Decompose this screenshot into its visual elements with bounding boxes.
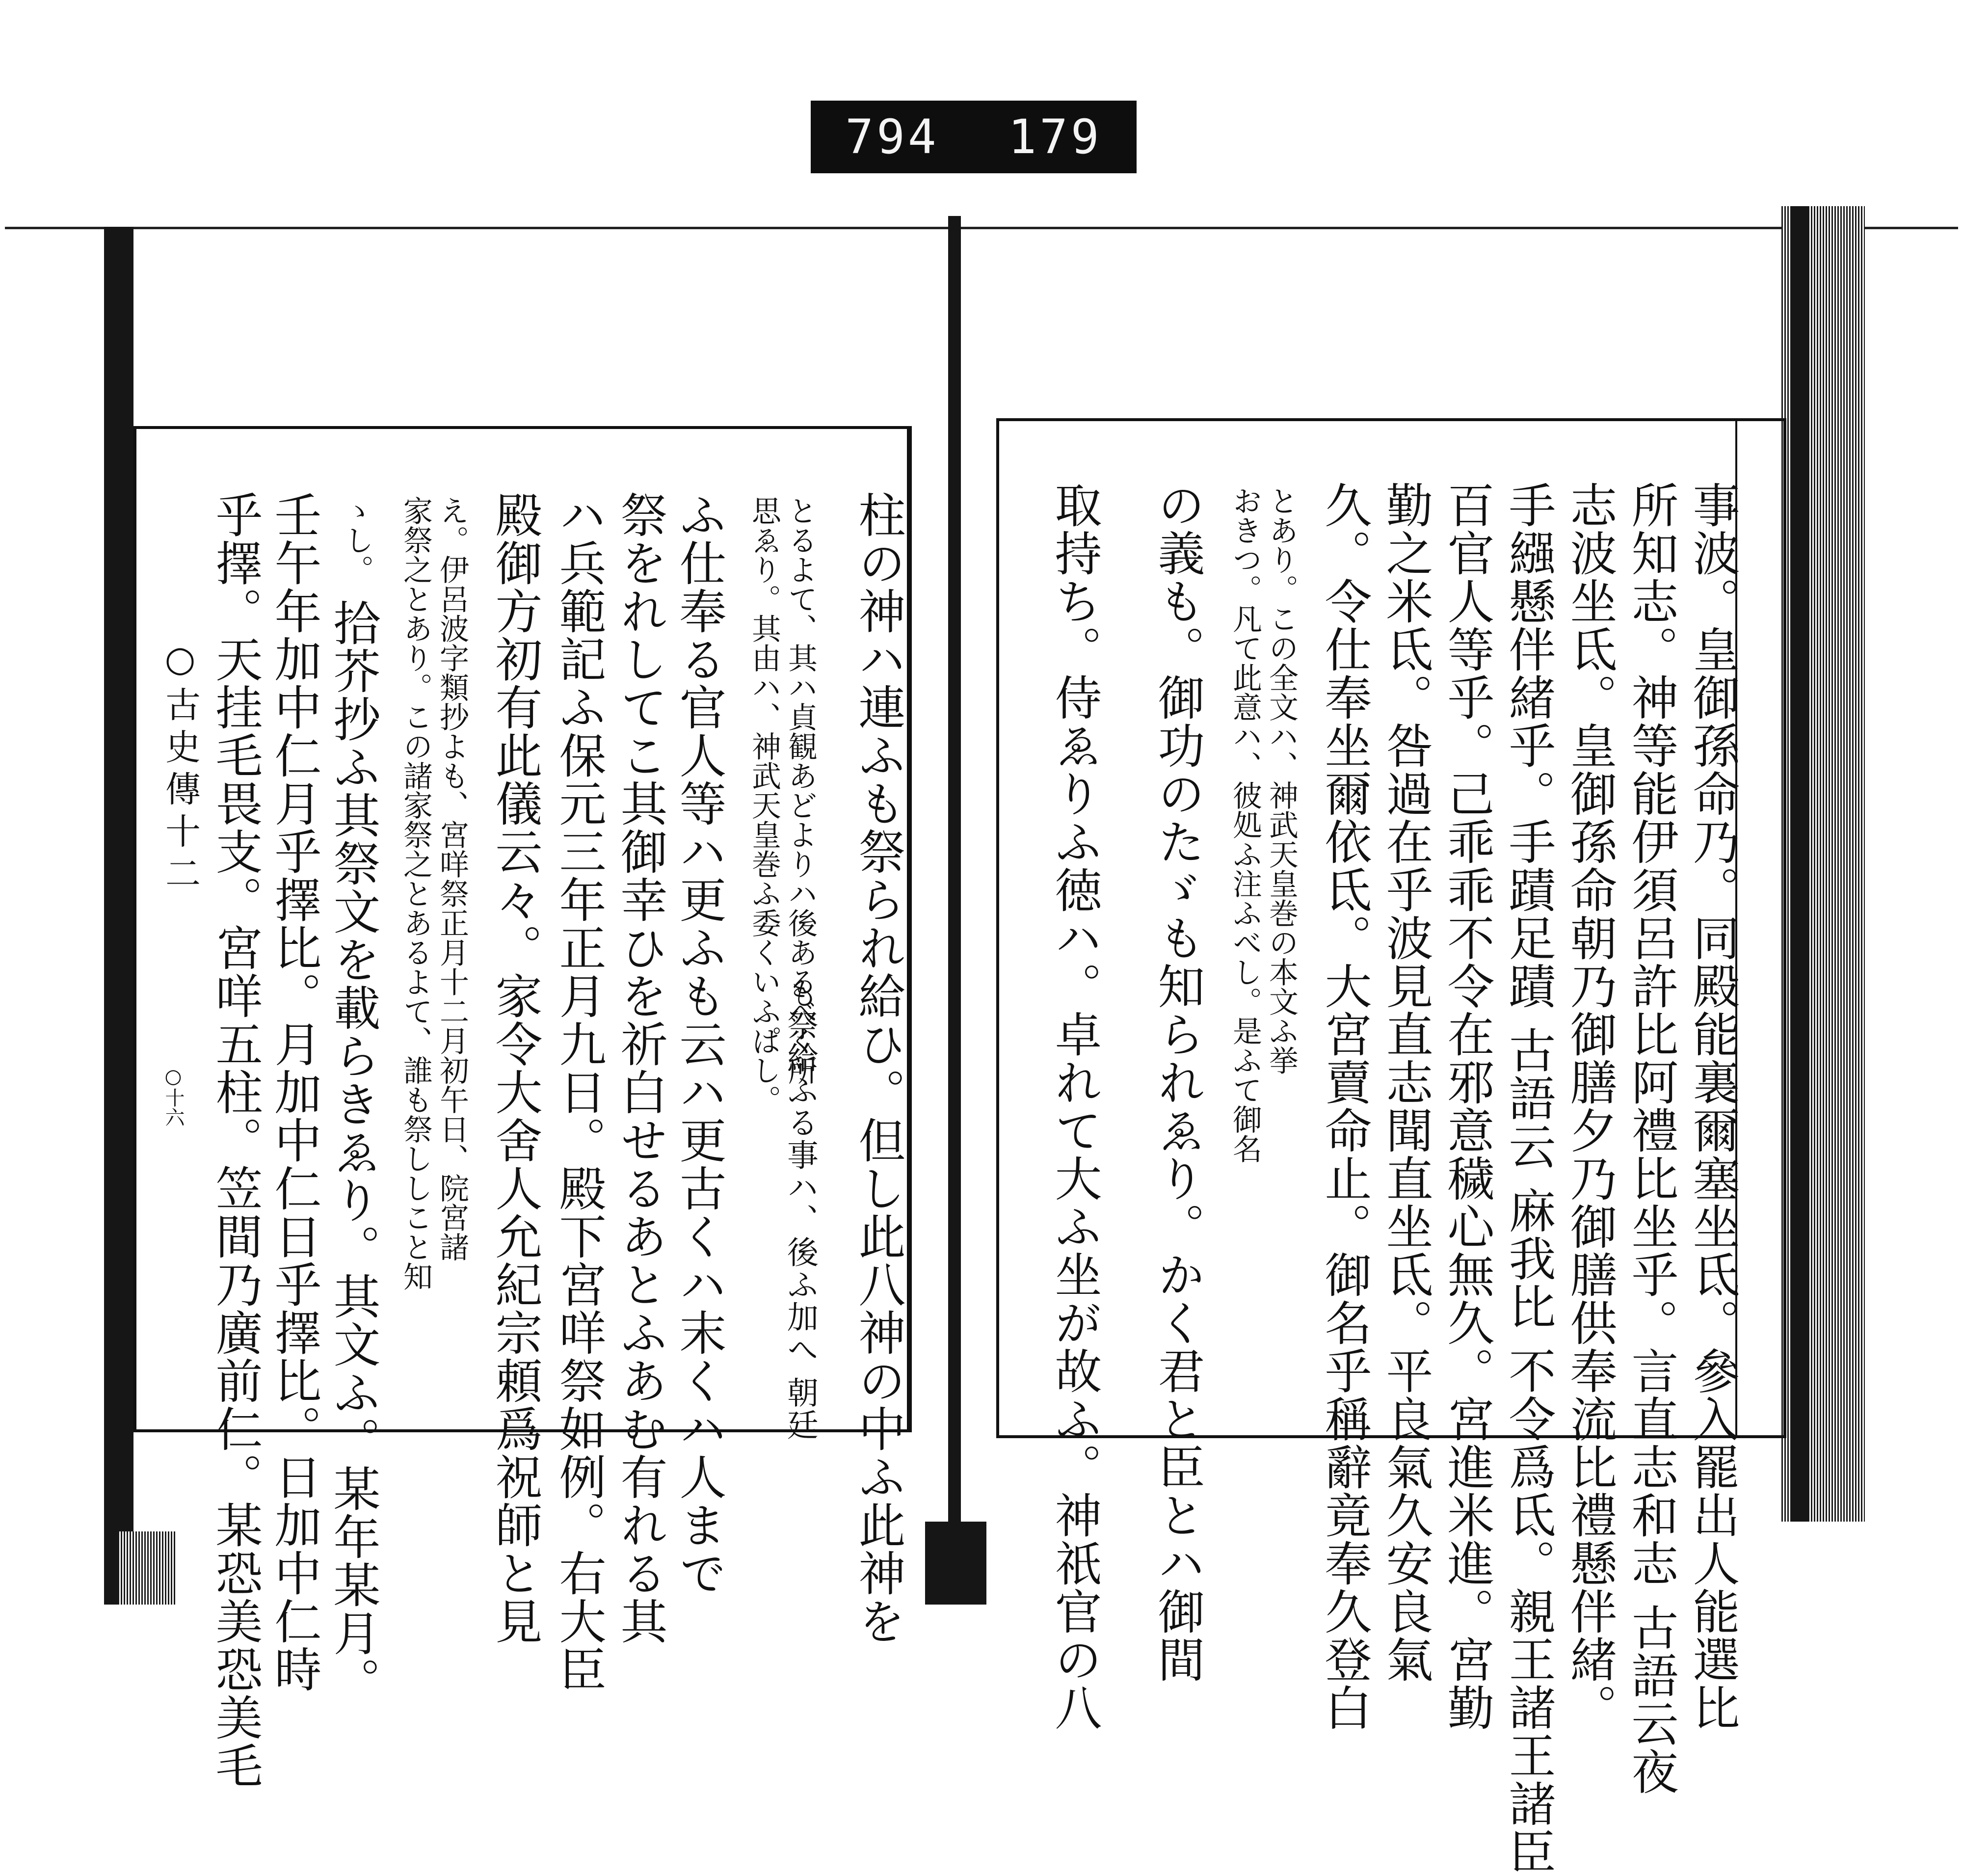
right-col-9: の義も。御功のたゞも知られゑり。かく君と臣とハ御間 [1150, 481, 1205, 1684]
left-spine [104, 227, 133, 1605]
right-col-6: 勤之米氐。咎過在乎波見直志聞直坐氐。平良氣久安良氣 [1379, 481, 1433, 1684]
scan-number-right: 179 [1008, 109, 1102, 164]
right-col-7: 久。令仕奉坐爾依氐。大宮賣命止。御名乎稱辭竟奉久登白 [1317, 481, 1372, 1732]
left-page-folio: ○十六 [162, 1065, 185, 1127]
left-col-7-note [398, 496, 470, 1291]
scan-number-label [811, 101, 1137, 173]
left-spine-fray [118, 1531, 177, 1605]
right-spine [1791, 206, 1809, 1522]
left-col-5: ハ兵範記ふ保元三年正月九日。殿下宮咩祭如例。右大臣 [552, 491, 607, 1693]
right-col-8-note-line-2: おきつ。凡て此意ハ、彼処ふ注ふべし。是ふて御名 [1228, 486, 1262, 1163]
left-col-6: 殿御方初有此儀云々。家令大舍人允紀宗頼爲祝師と見 [488, 491, 543, 1645]
left-col-8-note-line-1: ゝし。 [340, 496, 374, 584]
right-col-1: 事波。皇御孫命乃。同殿能裏爾塞坐氐。參入罷出人能選比 [1685, 481, 1740, 1732]
left-col-3: ふ仕奉る官人等ハ更ふも云ハ更古くハ末くハ人まで [672, 491, 727, 1597]
left-col-2-note-line-2: 思ゑり。其由ハ、神武天皇巻ふ委くいふぱし。 [747, 496, 781, 1114]
right-col-4: 手繦懸伴緒乎。手蹟足蹟 古語云 麻我比 不令爲氐。親王諸王諸臣 [1501, 481, 1556, 1876]
left-col-7-note-line-2: 家祭之とあり。この諸家祭之とあるよて、誰も祭ししこと知 [398, 496, 433, 1291]
right-col-8-note [1227, 486, 1300, 1163]
right-col-3: 志波坐氐。皇御孫命朝乃御膳夕乃御膳供奉流比禮懸伴緒。 [1563, 481, 1618, 1732]
right-col-2: 所知志。神等能伊須呂許比阿禮比坐乎。言直志和志 古語云夜 [1624, 481, 1679, 1796]
left-col-9: 壬午年加中仁月乎擇比。月加中仁日乎擇比。日加中仁時 [267, 491, 322, 1693]
left-col-2: も祭給ふる事ハ、後ふ加へ 朝廷 [782, 977, 818, 1442]
left-col-8-note [339, 496, 375, 584]
left-page-caption: ○古史傳十二 [159, 638, 201, 897]
left-col-7-note-line-1: え。伊呂波字類抄よも、宮咩祭正月十二月初午日、院宮諸 [435, 496, 469, 1261]
right-col-5: 百官人等乎。己乖乖不令在邪意穢心無久。宮進米進。宮勤 [1440, 481, 1495, 1732]
left-col-2-note-line-1: とるよて、其ハ貞観あどよりハ後あるべく所 [783, 496, 818, 1085]
left-col-8: 拾芥抄ふ其祭文を載らきゑり。其文ふ。某年某月。 [326, 599, 381, 1705]
left-col-10: 乎擇。天挂毛畏支。宮咩五柱。笠間乃廣前仁。某恐美恐美毛 [208, 491, 263, 1790]
center-gutter [948, 216, 961, 1531]
left-col-4: 祭をれしてこ其御幸ひを祈白せるあとふあむ有れる其 [613, 491, 668, 1645]
right-col-8-note-line-1: とあり。この全文ハ、神武天皇巻の本文ふ挙 [1264, 486, 1299, 1075]
left-col-1: 柱の神ハ連ふも祭られ給ひ。但し此八神の中ふ此神を [851, 491, 906, 1645]
scan-number-left: 794 [845, 109, 939, 164]
left-top-edge [5, 227, 955, 229]
gutter-block [925, 1522, 986, 1605]
right-col-10: 取持ち。侍ゑりふ徳ハ。卓れて大ふ坐が故ふ。神祇官の八 [1047, 481, 1102, 1732]
